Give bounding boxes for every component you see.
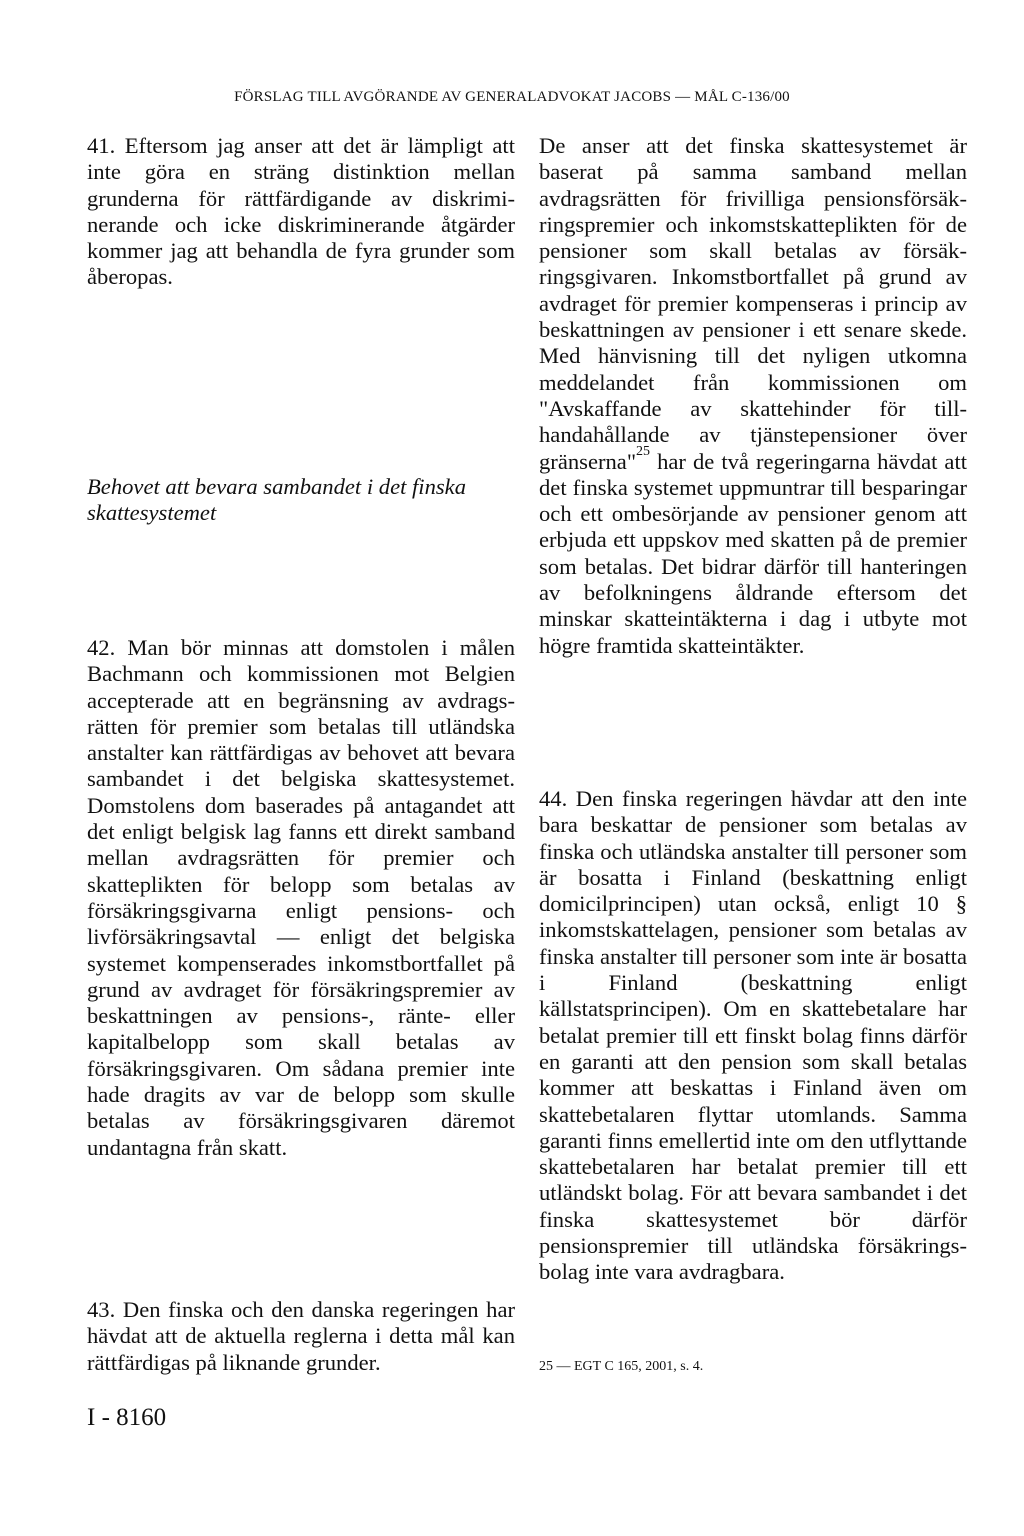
footnote: 25 — EGT C 165, 2001, s. 4.: [539, 1359, 704, 1374]
footnote-reference: 25: [636, 443, 651, 459]
running-header: FÖRSLAG TILL AVGÖRANDE AV GENERALADVOKAT JACOBS — MÅL C-136/00: [234, 89, 790, 105]
continued-text-before-ref: De anser att det finska skattesystemet är baserat på samma samband mellan avdragsrätten för frivilliga pensionsförsäkringspremier och inkomstskatteplikten för de pensioner som skall betalas av försäkringsgivaren. Inkomstbortfallet på grund av avdraget för premier kompenseras i princip av beskattningen av pensioner i ett senare skede. Med hänvisning till det nyligen utkomna meddelandet från kommissionen om "Avskaffande av skattehinder för tillhandahållande av tjänstepensioner över gränserna": [539, 133, 967, 474]
paragraph-42-text: 42. Man bör minnas att domstolen i målen Bachmann och kommissionen mot Belgien accepterade att en begränsning av avdragsrätten för premier som betalas till utländska anstalter kan rättfärdigas av behovet att bevara sambandet i det belgiska skattesystemet. Domstolens dom baserades på antagandet att det enligt belgisk lag fanns ett direkt samband mellan avdragsrätten för premier och skatteplikten för belopp som betalas av försäkringsgivarna enligt pensions- och livförsäkringsavtal — enligt det belgiska systemet kompenserades inkomstbortfallet på grund av avdraget för försäkringspremier av beskattningen av pensions-, ränte- eller kapitalbelopp som skall betalas av försäkringsgivaren. Om sådana premier inte hade dragits av var de belopp som skulle betalas av försäkringsgivaren däremot undantagna från skatt.: [87, 635, 515, 1160]
paragraph-41: [87, 133, 515, 291]
section-heading: [87, 474, 515, 527]
paragraph-43-text: 43. Den finska och den danska regeringen har hävdat att de aktuella reglerna i detta mål kan rättfärdigas på liknande grunder.: [87, 1297, 515, 1375]
paragraph-41-text: 41. Eftersom jag anser att det är lämpligt att inte göra en sträng distinktion mellan grunderna för rättfärdigande av diskriminerande och icke diskriminerande åtgärder kommer jag att behandla de fyra grunder som åberopas.: [87, 133, 515, 290]
continued-text-after-ref: har de två regeringarna hävdat att det finska systemet uppmuntrar till besparingar och ett ombesörjande av pensioner genom att erbjuda ett uppskov med skatten på de premier som betalas. Det bidrar därför till hanteringen av befolkningens åldrande eftersom det minskar skatteintäkterna i dag i utbyte mot högre framtida skatteintäkter.: [539, 448, 967, 658]
paragraph-44: [539, 786, 967, 1286]
page-number: I - 8160: [87, 1404, 167, 1431]
section-heading-text: Behovet att bevara sambandet i det finska skattesystemet: [87, 474, 466, 526]
paragraph-44-text: 44. Den finska regeringen hävdar att den inte bara beskattar de pensioner som betalas av finska och utländska anstalter till personer som är bosatta i Finland (beskattning enligt domicilprincipen) utan också, enligt 10 § inkomstskattelagen, pensioner som betalas av finska anstalter till personer som inte är bosatta i Finland (beskattning enligt källstatsprincipen). Om en skattebetalare har betalat premier till ett finskt bolag finns därför en garanti att den pension som skall betalas kommer att beskattas i Finland även om skattebetalaren flyttar utomlands. Samma garanti finns emellertid inte om den utflyttande skattebetalaren har betalat premier till ett utländskt bolag. För att bevara sambandet i det finska skattesystemet bör därför pensionspremier till utländska försäkringsbolag inte vara avdragbara.: [539, 786, 967, 1285]
paragraph-43: [87, 1297, 515, 1376]
paragraph-42: [87, 635, 515, 1161]
paragraph-43-continued-text: [539, 133, 967, 659]
paragraph-43-continued: [539, 133, 967, 659]
